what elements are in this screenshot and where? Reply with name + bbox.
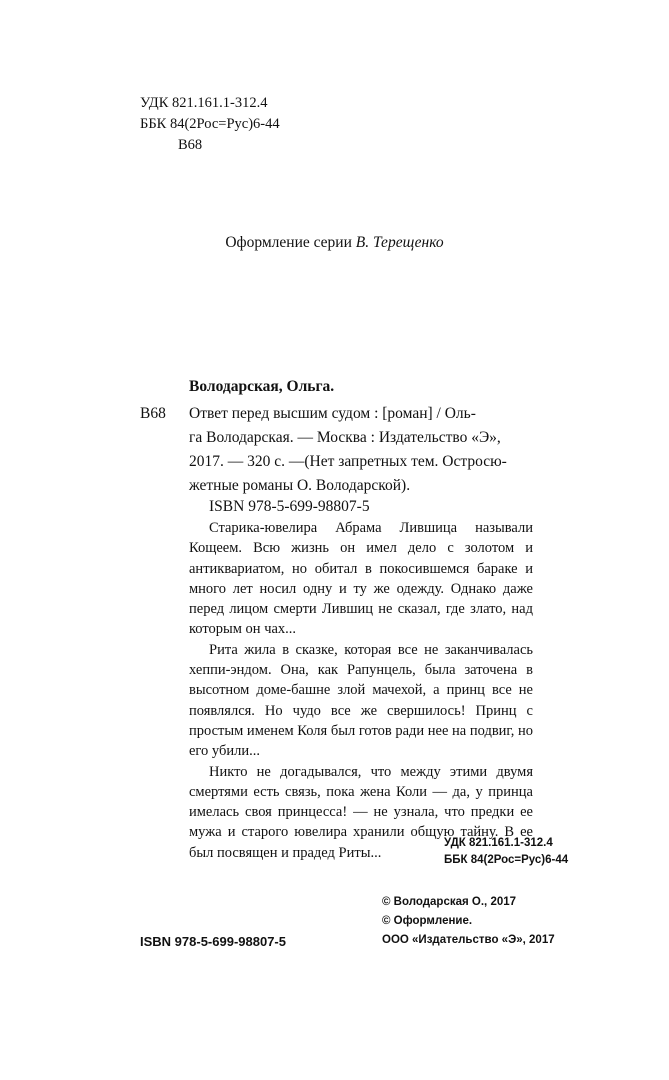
copyright-line: © Оформление. bbox=[382, 915, 473, 927]
catalog-line: жетные романы О. Володарской). bbox=[189, 477, 411, 494]
annotation-paragraph: Старика-ювелира Абрама Лившица называли Кощеем. Всю жизнь он имел дело с золотом и антиквариатом, но обитал в покосившемся бараке и много лет носил одну и ту же одежду. Однако даже перед лицом смерти Лившиц не сказал, где злато, над которым он чах... bbox=[189, 520, 533, 638]
series-designer-name: В. Терещенко bbox=[355, 234, 444, 251]
imprint-udk: УДК 821.161.1-312.4 bbox=[444, 837, 553, 849]
catalog-line: га Володарская. — Москва : Издательство «Э», bbox=[189, 429, 501, 446]
classification-block bbox=[140, 93, 280, 156]
catalog-author: Володарская, Ольга. bbox=[189, 378, 335, 395]
imprint-bbk: ББК 84(2Рос=Рус)6-44 bbox=[444, 854, 569, 866]
imprint-codes bbox=[444, 835, 568, 869]
series-design-credit bbox=[0, 234, 669, 252]
annotation bbox=[189, 518, 533, 863]
catalog-line: 2017. — 320 с. —(Нет запретных тем. Остросю- bbox=[189, 453, 507, 470]
udk-code: УДК 821.161.1-312.4 bbox=[140, 95, 268, 111]
annotation-paragraph: Рита жила в сказке, которая все не заканчивалась хеппи-эндом. Она, как Рапунцель, была заточена в высотном доме-башне злой мачехой, а принц все не появлялся. Но чудо все же свершилось! Принц с простым именем Коля был готов ради нее на подвиг, но его убили... bbox=[189, 641, 534, 760]
copyright-line: © Володарская О., 2017 bbox=[382, 896, 517, 908]
catalog-line: Ответ перед высшим судом : [роман] / Оль- bbox=[189, 405, 476, 422]
annotation-paragraph: Никто не догадывался, что между этими двумя смертями есть связь, пока жена Коли — да, у принца имелась своя принцесса! — не узнала, что предки ее мужа и старого ювелира хранили общую тайну. В ее был посвящен и прадед Риты... bbox=[189, 763, 533, 861]
copyright-line: ООО «Издательство «Э», 2017 bbox=[382, 934, 555, 946]
series-design-label: Оформление серии bbox=[225, 234, 352, 251]
copyright-block bbox=[382, 893, 555, 950]
author-code: В68 bbox=[178, 137, 203, 153]
imprint-isbn: ISBN 978-5-699-98807-5 bbox=[140, 934, 286, 949]
bbk-code: ББК 84(2Рос=Рус)6-44 bbox=[140, 116, 280, 132]
catalog-description bbox=[189, 402, 533, 498]
catalog-code: В68 bbox=[140, 405, 166, 422]
catalog-isbn: ISBN 978-5-699-98807-5 bbox=[209, 498, 370, 515]
